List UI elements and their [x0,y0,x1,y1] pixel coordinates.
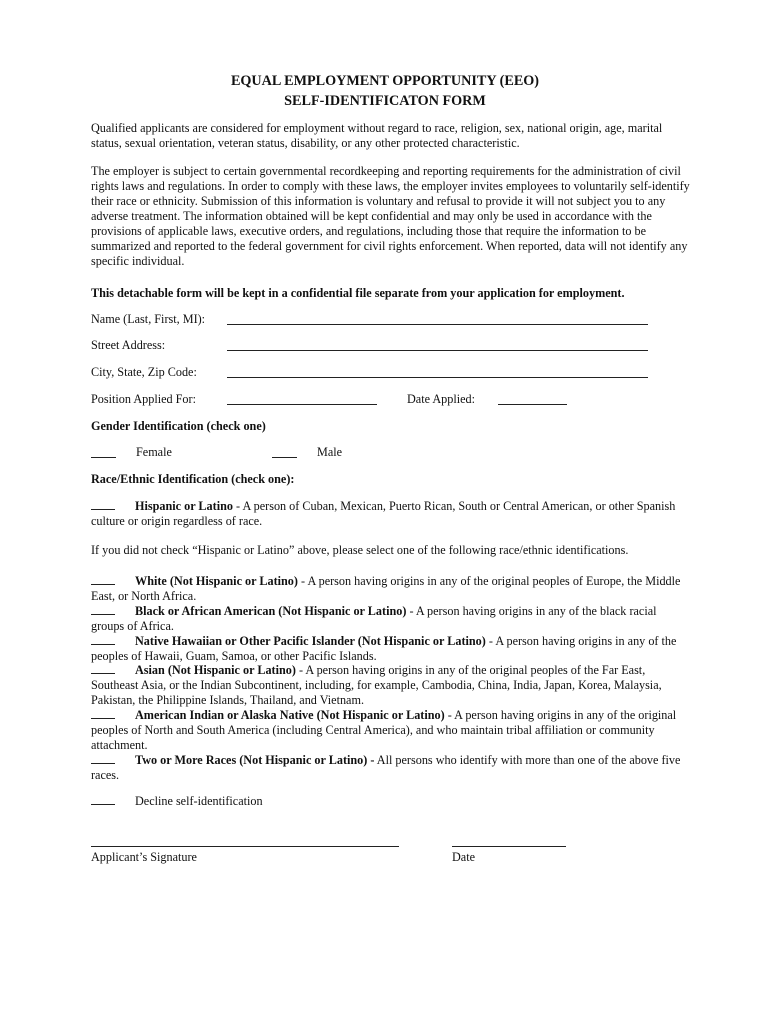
date-applied-label: Date Applied: [407,392,476,406]
signature-date-label: Date [452,850,476,864]
male-label: Male [317,445,343,459]
american-indian-checkbox[interactable] [91,707,115,719]
signature-field[interactable] [91,846,399,847]
race-option-two-or-more [91,752,691,783]
hispanic-checkbox[interactable] [91,498,115,510]
race-category: American Indian or Alaska Native (Not Hispanic or Latino) [135,708,445,722]
female-checkbox[interactable] [91,457,116,458]
two-or-more-checkbox[interactable] [91,752,115,764]
race-description: - A person having origins in any of the peoples of Hawaii, Guam, Samoa, or other Pacific Islands. [91,634,677,663]
hispanic-description: - A person of Cuban, Mexican, Puerto Rican, South or Central American, or other Spanish culture or origin regardless of race. [91,499,676,528]
decline-checkbox[interactable] [91,793,115,805]
street-label: Street Address: [91,338,166,352]
race-option-asian [91,662,691,708]
race-category: Black or African American (Not Hispanic or Latino) [135,604,407,618]
gender-heading: Gender Identification (check one) [91,419,266,433]
race-category: White (Not Hispanic or Latino) [135,574,298,588]
race-option-american-indian [91,707,691,753]
city-state-zip-field[interactable] [227,377,648,378]
form-title-line-1: EQUAL EMPLOYMENT OPPORTUNITY (EEO) [230,73,540,89]
signature-label: Applicant’s Signature [91,850,197,864]
employer-paragraph: The employer is subject to certain governmental recordkeeping and reporting requirements for the administration of civil rights laws and regulations. In order to comply with these laws, the employer invites employees to voluntarily self-identify their race or ethnicity. Submission of this information is voluntary and refusal to provide it will not subject you to any adverse treatment. The information obtained will be kept confidential and may only be used in accordance with the provisions of applicable laws, executive orders, and regulations, including those that require the information to be summarized and reported to the federal government for civil rights enforcement. When reported, data will not identify any specific individual. [91,164,690,268]
hispanic-category: Hispanic or Latino [135,499,233,513]
female-label: Female [136,445,172,459]
date-applied-field[interactable] [498,404,567,405]
race-instruction: If you did not check “Hispanic or Latino” above, please select one of the following race/ethnic identifications. [91,543,629,557]
race-category: Two or More Races (Not Hispanic or Latino) - [135,753,375,767]
race-description: - A person having origins in any of the original peoples of North and South America (including Central America), and who maintain tribal affiliation or community attachment. [91,708,677,752]
name-field[interactable] [227,324,648,325]
street-address-field[interactable] [227,350,648,351]
race-description: - A person having origins in any of the original peoples of the Far East, Southeast Asia, or the Indian Subcontinent, including, for example, Cambodia, China, India, Japan, Korea, Malaysia, Pakistan, the Philippine Islands, Thailand, and Vietnam. [91,663,662,707]
race-category: Asian (Not Hispanic or Latino) [135,663,296,677]
male-checkbox[interactable] [272,457,297,458]
white-checkbox[interactable] [91,573,115,585]
race-option-hispanic [91,498,691,529]
race-category: Native Hawaiian or Other Pacific Islander (Not Hispanic or Latino) [135,634,486,648]
position-field[interactable] [227,404,377,405]
native-hawaiian-checkbox[interactable] [91,633,115,645]
form-title-line-2: SELF-IDENTIFICATON FORM [284,93,486,109]
position-label: Position Applied For: [91,392,196,406]
signature-date-field[interactable] [452,846,566,847]
intro-paragraph: Qualified applicants are considered for employment without regard to race, religion, sex, national origin, age, marital status, sexual orientation, veteran status, disability, or any other protected characteristic. [91,121,663,150]
black-checkbox[interactable] [91,603,115,615]
name-label: Name (Last, First, MI): [91,312,206,326]
race-heading: Race/Ethnic Identification (check one): [91,472,295,486]
race-description: All persons who identify with more than one of the above five races. [91,753,681,782]
race-option-black [91,603,691,634]
race-description: - A person having origins in any of the black racial groups of Africa. [91,604,657,633]
race-option-white [91,573,691,604]
city-label: City, State, Zip Code: [91,365,197,379]
detachable-notice: This detachable form will be kept in a confidential file separate from your application for employment. [91,286,625,300]
race-description: - A person having origins in any of the original peoples of Europe, the Middle East, or North Africa. [91,574,681,603]
race-option-native-hawaiian [91,633,691,664]
decline-option [91,793,691,809]
asian-checkbox[interactable] [91,662,115,674]
decline-label: Decline self-identification [135,794,263,808]
